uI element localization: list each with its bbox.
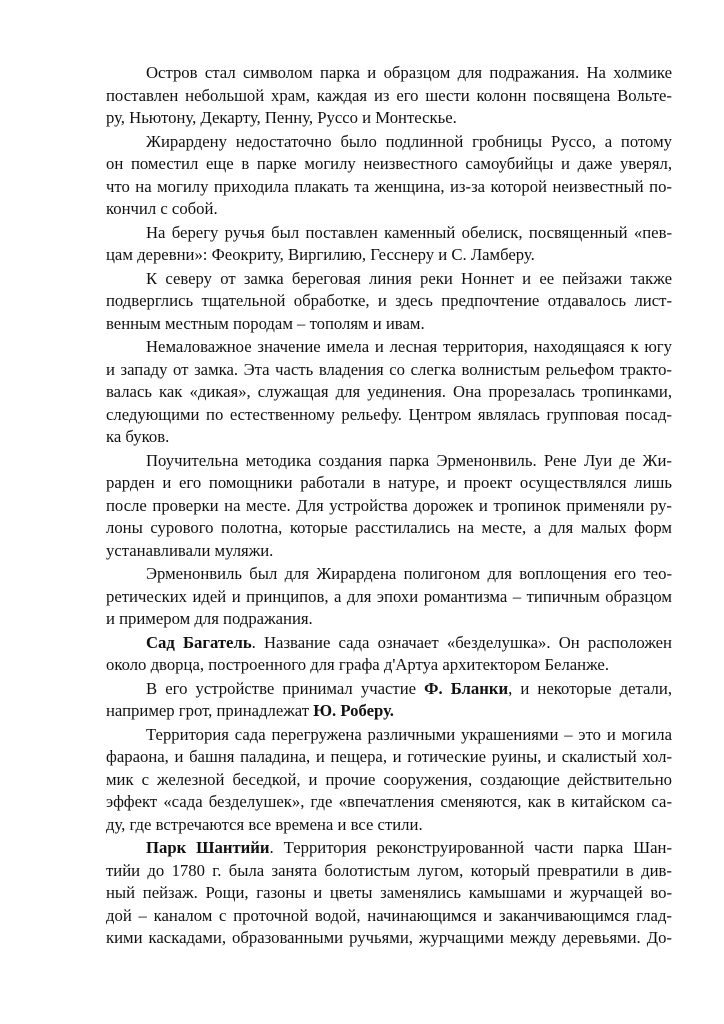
text-line: и примером для подражания. <box>106 609 313 628</box>
text-line: эффект «сада безделушек», где «впечатления сменяются, как в китайском са- <box>106 792 672 811</box>
bold-name: Ю. Роберу. <box>313 701 394 720</box>
text-line: ду, где встречаются все времена и все стили. <box>106 814 423 834</box>
text-line: мик с железной беседкой, и прочие сооружения, создающие действительно <box>106 769 672 789</box>
text-line: Поучительна методика создания парка Эрменонвиль. Рене Луи де Жи- <box>146 450 672 470</box>
text-line: он поместил еще в парке могилу неизвестного самоубийцы и даже уверял, <box>106 154 672 173</box>
text-line: Остров стал символом парка и образцом для подражания. На холмике <box>146 63 672 82</box>
text-run: например грот, принадлежат <box>106 701 314 720</box>
text-line <box>106 678 672 701</box>
text-line: Территория сада перегружена различными украшениями – это и могила <box>146 724 672 744</box>
paragraph <box>106 62 672 130</box>
text-line: дой – каналом с проточной водой, начинающимся и заканчивающимся глад- <box>106 905 672 925</box>
text-line: кими каскадами, образованными ручьями, журчащими между деревьями. До- <box>106 928 672 947</box>
text-line: следующими по естественному рельефу. Центром являлась групповая посад- <box>106 404 672 424</box>
text-run: . Территория реконструированной части парка Шан- <box>269 838 673 857</box>
paragraph <box>106 724 672 837</box>
text-line: фараона, и башня паладина, и пещера, и готические руины, и скалистый хол- <box>106 747 672 766</box>
paragraph <box>106 678 672 723</box>
text-line: венным местным породам – тополям и ивам. <box>106 313 425 333</box>
paragraph <box>106 268 672 336</box>
text-line <box>106 837 672 860</box>
bold-name: Ф. Бланки <box>424 678 509 698</box>
text-line: после проверки на месте. Для устройства дорожек и тропинок применяли ру- <box>106 495 672 515</box>
text-line: подверглись тщательной обработке, и здесь предпочтение отдавалось лист- <box>106 291 672 310</box>
text-line: ка буков. <box>106 427 170 446</box>
paragraph <box>106 222 672 267</box>
text-line: ный пейзаж. Рощи, газоны и цветы заменялись камышами и журчащей во- <box>106 883 672 902</box>
text-line: Жирардену недостаточно было подлинной гробницы Руссо, а потому <box>146 131 672 151</box>
text-line <box>106 700 672 723</box>
document-page <box>106 62 672 950</box>
text-line: валась как «дикая», служащая для уединения. Она прорезалась тропинками, <box>106 382 672 401</box>
paragraph <box>106 336 672 449</box>
paragraph-sad-bagatel <box>106 632 672 677</box>
paragraph <box>106 450 672 563</box>
text-line: тийи до 1780 г. была занята болотистым лугом, который превратили в див- <box>106 860 672 880</box>
text-line: цам деревни»: Феокриту, Виргилию, Гесснеру и С. Ламберу. <box>106 245 535 264</box>
text-line: На берегу ручья был поставлен каменный обелиск, посвященный «пев- <box>146 222 672 242</box>
text-line: ретических идей и принципов, а для эпохи романтизма – типичным образцом <box>106 586 672 606</box>
text-run: В его устройстве принимал участие <box>146 678 425 698</box>
text-line: около дворца, построенного для графа д'Артуа архитектором Беланже. <box>106 655 610 674</box>
bold-heading: Парк Шантийи <box>146 838 270 857</box>
text-line: кончил с собой. <box>106 199 218 218</box>
paragraph <box>106 563 672 631</box>
text-line: поставлен небольшой храм, каждая из его шести колонн посвящена Вольте- <box>106 85 672 105</box>
text-line: Эрменонвиль был для Жирардена полигоном для воплощения его тео- <box>146 564 672 583</box>
text-run: , и некоторые детали, <box>508 678 672 698</box>
text-line: К северу от замка береговая линия реки Ноннет и ее пейзажи также <box>146 268 672 288</box>
bold-heading: Сад Багатель <box>146 632 252 652</box>
text-line: Немаловажное значение имела и лесная территория, находящаяся к югу <box>146 337 672 356</box>
text-run: . Название сада означает «безделушка». Он расположен <box>251 632 672 652</box>
text-line: лоны сурового полотна, которые расстилались на месте, а для малых форм <box>106 518 672 537</box>
paragraph <box>106 131 672 221</box>
text-line <box>106 632 672 655</box>
paragraph-park-shantiyi <box>106 837 672 950</box>
text-line: ру, Ньютону, Декарту, Пенну, Руссо и Монтескье. <box>106 108 457 127</box>
text-line: что на могилу приходила плакать та женщина, из-за которой неизвестный по- <box>106 176 672 196</box>
text-line: и западу от замка. Эта часть владения со слегка волнистым рельефом тракто- <box>106 359 672 379</box>
text-line: рарден и его помощники работали в натуре, и проект осуществлялся лишь <box>106 473 672 492</box>
text-line: устанавливали муляжи. <box>106 540 274 560</box>
